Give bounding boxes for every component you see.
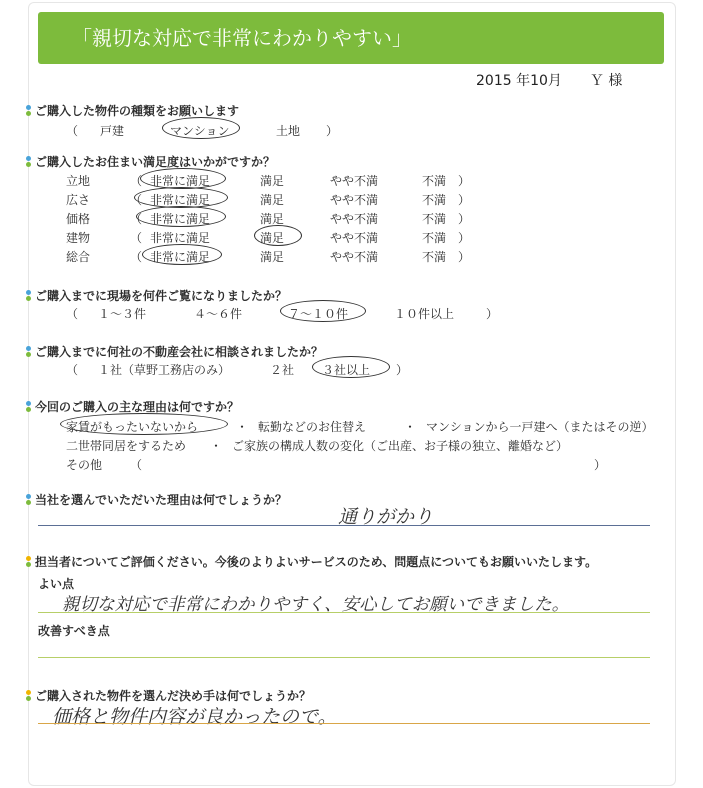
bullet-icon: [26, 401, 32, 412]
q5-reason-4: 二世帯同居をするため: [66, 439, 187, 453]
q3-option-4: １０件以上: [394, 307, 455, 321]
q4-paren: （: [66, 363, 79, 377]
survey-card: [28, 2, 676, 786]
q7-good-label: よい点: [38, 577, 75, 591]
q5-separator: ・: [210, 439, 223, 453]
q4-option-1: １社（草野工務店のみ）: [98, 363, 231, 377]
q2-selected-circle: [136, 206, 226, 227]
q1-paren-open: （: [66, 124, 79, 138]
q2-scale-4: 不満: [422, 174, 447, 188]
q4-option-3: ３社以上: [322, 363, 371, 377]
q3-paren: ）: [486, 307, 499, 321]
survey-date: 2015 年10月: [476, 73, 562, 89]
q2-row-label: 総合: [66, 250, 91, 264]
q7-improve-rule: [38, 657, 650, 658]
q2-paren: （: [130, 174, 143, 188]
q3-question: ご購入までに現場を何件ご覧になりましたか？: [35, 289, 288, 303]
q1-paren-close: ）: [326, 124, 339, 138]
q1-option-3: 土地: [276, 124, 301, 138]
q2-scale-3: やや不満: [330, 250, 379, 264]
q5-other-label: その他: [66, 458, 103, 472]
q2-selected-circle: [142, 244, 222, 265]
q2-paren: （: [130, 193, 143, 207]
q4-selected-circle: [312, 356, 390, 378]
q2-scale-4: 不満: [422, 250, 447, 264]
q7-improve-label: 改善すべき点: [38, 624, 110, 638]
q2-row-label: 広さ: [66, 193, 91, 207]
q2-scale-1: 非常に満足: [150, 174, 211, 188]
q2-scale-1: 非常に満足: [150, 231, 211, 245]
q2-paren: ）: [458, 193, 471, 207]
q3-heading: [26, 287, 287, 304]
bullet-icon: [26, 690, 32, 701]
q2-paren: ）: [458, 231, 471, 245]
q5-separator: ・: [404, 420, 417, 434]
q5-paren: ）: [594, 458, 607, 472]
q2-row-label: 建物: [66, 231, 91, 245]
q2-scale-2: 満足: [260, 231, 285, 245]
q2-scale-4: 不満: [422, 212, 447, 226]
q2-selected-circle: [254, 225, 302, 246]
q3-selected-circle: [280, 300, 366, 322]
q6-heading: [26, 491, 287, 508]
page-title: 「親切な対応で非常にわかりやすい」: [72, 26, 412, 50]
q2-heading: [26, 153, 275, 170]
q2-scale-3: やや不満: [330, 174, 379, 188]
bullet-icon: [26, 346, 32, 357]
bullet-icon: [26, 156, 32, 167]
title-banner: [38, 12, 664, 64]
q2-scale-3: やや不満: [330, 231, 379, 245]
q7-good-rule: [38, 612, 650, 613]
q5-question: 今回のご購入の主な理由は何ですか？: [35, 400, 240, 414]
q7-good-handwritten-answer: 親切な対応で非常にわかりやすく、安心してお願いできました。: [62, 595, 570, 615]
bullet-icon: [26, 556, 32, 567]
q2-scale-1: 非常に満足: [150, 193, 211, 207]
q2-selected-circle: [140, 168, 226, 189]
q2-paren: ）: [458, 250, 471, 264]
q2-scale-2: 満足: [260, 174, 285, 188]
bullet-icon: [26, 105, 32, 116]
q2-paren: （: [130, 212, 143, 226]
q2-selected-circle: [134, 187, 228, 208]
q4-heading: [26, 343, 323, 360]
q2-row-label: 価格: [66, 212, 91, 226]
customer-name: Ｙ 様: [589, 73, 623, 89]
q8-handwritten-answer: 価格と物件内容が良かったので。: [52, 706, 337, 728]
q5-reason-1: 家賃がもったいないから: [66, 420, 199, 434]
q4-question: ご購入までに何社の不動産会社に相談されましたか？: [35, 345, 324, 359]
q5-reason-2: 転勤などのお住替え: [258, 420, 367, 434]
q1-selected-circle: [162, 117, 240, 139]
q2-scale-3: やや不満: [330, 193, 379, 207]
q2-row-label: 立地: [66, 174, 91, 188]
q6-answer-rule: [38, 525, 650, 526]
q1-question: ご購入した物件の種類をお願いします: [35, 104, 240, 118]
q8-question: ご購入された物件を選んだ決め手は何でしょうか？: [35, 689, 312, 703]
q2-question: ご購入したお住まい満足度はいかがですか？: [35, 155, 276, 169]
date-line: [476, 70, 622, 90]
q6-question: 当社を選んでいただいた理由は何でしょうか？: [35, 493, 288, 507]
q2-paren: （: [130, 250, 143, 264]
bullet-icon: [26, 494, 32, 505]
q5-reason-3: マンションから一戸建へ（またはその逆）: [426, 420, 654, 434]
q5-reason-5: ご家族の構成人数の変化（ご出産、お子様の独立、離婚など）: [232, 439, 569, 453]
q2-scale-3: やや不満: [330, 212, 379, 226]
q4-paren: ）: [396, 363, 409, 377]
q2-scale-4: 不満: [422, 193, 447, 207]
q2-scale-1: 非常に満足: [150, 250, 211, 264]
q3-option-2: ４～６件: [194, 307, 243, 321]
q3-paren: （: [66, 307, 79, 321]
q6-handwritten-answer: 通りがかり: [338, 506, 434, 528]
q5-paren: （: [130, 458, 143, 472]
q4-option-2: ２社: [270, 363, 295, 377]
q2-scale-2: 満足: [260, 250, 285, 264]
q2-paren: （: [130, 231, 143, 245]
q1-option-2: マンション: [170, 124, 230, 138]
q2-scale-4: 不満: [422, 231, 447, 245]
q3-option-3: ７～１０件: [288, 307, 349, 321]
q2-paren: ）: [458, 212, 471, 226]
q7-heading: [26, 553, 597, 570]
q7-question: 担当者についてご評価ください。今後のよりよいサービスのため、問題点についてもお願いいたします。: [35, 555, 598, 569]
q2-scale-2: 満足: [260, 193, 285, 207]
q2-paren: ）: [458, 174, 471, 188]
q5-selected-circle: [60, 413, 228, 435]
q2-scale-1: 非常に満足: [150, 212, 211, 226]
q3-option-1: １～３件: [98, 307, 147, 321]
q2-scale-2: 満足: [260, 212, 285, 226]
q1-option-1: 戸建: [100, 124, 125, 138]
q5-separator: ・: [236, 420, 249, 434]
bullet-icon: [26, 290, 32, 301]
q8-answer-rule: [38, 723, 650, 724]
